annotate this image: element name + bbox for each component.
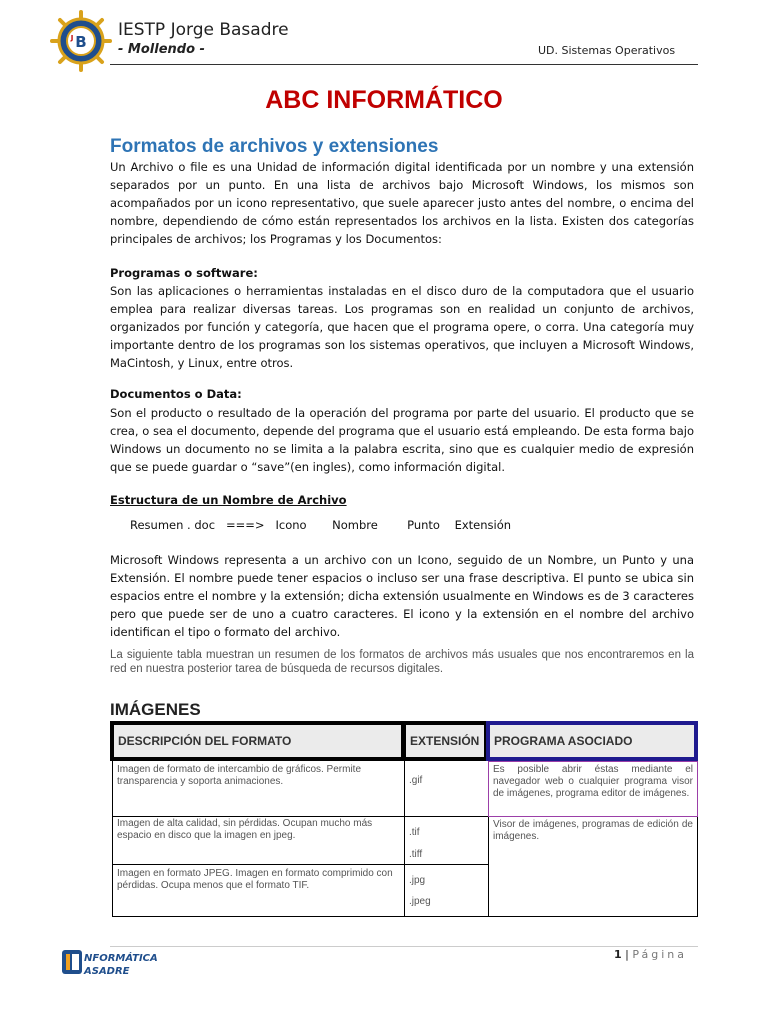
windows-paragraph: Microsoft Windows representa a un archivo con un Icono, seguido de un Nombre, un Punto y una Extensión. El nombre puede tener espacios o incluso ser una frase descriptiva. El punto se ubica sin espacios entre el nombre y la extensión; dicha extensión usualmente en Windows es de 3 caracteres pero que puede ser de uno a cuatro caracteres. El icono y la extensión en el nombre del archivo identifican el tipo o formato del archivo. xyxy=(110,553,694,639)
documents-paragraph: Son el producto o resultado de la operación del programa por parte del usuario. El producto que se crea, o sea el documento, depende del programa que el usuario está empleando. De esta forma bajo Windows un documento no se limita a la palabra escrita, sino que es cualquier medio de expresión que se puede guardar o “save”(en ingles), como información digital. xyxy=(110,406,694,474)
programs-paragraph: Son las aplicaciones o herramientas instaladas en el disco duro de la computadora que el usuario emplea para realizar diversas tareas. Los programas son en realidad un conjunto de archivos, organizados por función y categoría, que hacen que el programa opere, o corra. Una categoría muy importante dentro de los programas son los sistemas operativos, que incluyen a Microsoft Windows, MaCintosh, y Linux, entre otros. xyxy=(110,284,694,370)
row2-program: Visor de imágenes, programas de edición de imágenes. xyxy=(488,817,698,917)
header-description: DESCRIPCIÓN DEL FORMATO xyxy=(110,721,405,761)
structure-example: Resumen . doc ===> Icono Nombre Punto Extensión xyxy=(130,518,512,532)
header-extension: EXTENSIÓN xyxy=(402,721,488,761)
header-divider xyxy=(110,64,698,65)
section-title: Formatos de archivos y extensiones xyxy=(110,136,439,157)
institution-city: - Mollendo - xyxy=(118,42,205,57)
row3-extensions xyxy=(404,865,488,917)
page-separator: | xyxy=(625,948,629,961)
header-program: PROGRAMA ASOCIADO xyxy=(486,721,698,761)
page-label: Página xyxy=(632,948,688,961)
row2-extension-tiff: .tiff xyxy=(409,849,423,860)
svg-text:B: B xyxy=(75,33,87,51)
row2-extensions xyxy=(404,817,488,865)
svg-text:J: J xyxy=(70,34,74,42)
table-intro-note: La siguiente tabla muestran un resumen de los formatos de archivos más usuales que nos encontraremos en la red en nuestra posterior tarea de búsqueda de recursos digitales. xyxy=(110,649,694,675)
row2-description: Imagen de alta calidad, sin pérdidas. Ocupan mucho más espacio en disco que la imagen en jpeg. xyxy=(112,817,404,865)
institution-name: IESTP Jorge Basadre xyxy=(118,20,289,40)
course-unit: UD. Sistemas Operativos xyxy=(538,44,676,57)
footer-logo-text-2: ASADRE xyxy=(84,966,130,977)
row2-extension-tif: .tif xyxy=(409,827,420,838)
informatica-basadre-logo xyxy=(60,946,180,980)
row3-description: Imagen en formato JPEG. Imagen en formato comprimido con pérdidas. Ocupa menos que el formato TIF. xyxy=(112,865,404,917)
row3-extension-jpg: .jpg xyxy=(409,875,426,886)
row3-extension-jpeg: .jpeg xyxy=(409,896,431,907)
programs-heading: Programas o software: xyxy=(110,266,258,280)
footer-divider xyxy=(110,946,698,947)
institution-seal-logo xyxy=(50,10,112,72)
documents-heading: Documentos o Data: xyxy=(110,387,242,401)
row1-description: Imagen de formato de intercambio de gráficos. Permite transparencia y soporta animaciones. xyxy=(112,761,404,817)
page-title: ABC INFORMÁTICO xyxy=(265,86,503,114)
intro-paragraph: Un Archivo o file es una Unidad de información digital identificada por un nombre y una extensión separados por un punto. En una lista de archivos bajo Microsoft Windows, los mismos son acompañados por un icono representativo, que suele aparecer justo antes del nombre, o encima del nombre, dependiendo de cómo están representados los archivos en la lista. Existen dos categorías principales de archivos; los Programas y los Documentos: xyxy=(110,160,694,246)
images-section-title: IMÁGENES xyxy=(110,700,201,719)
page-number: 1 xyxy=(614,948,622,961)
footer-logo-text-1: NFORMÁTICA xyxy=(84,953,158,964)
row1-extension: .gif xyxy=(404,761,488,817)
page-number-block xyxy=(614,948,687,961)
structure-heading: Estructura de un Nombre de Archivo xyxy=(110,493,347,507)
row1-program: Es posible abrir éstas mediante el navegador web o cualquier programa visor de imágenes, programa editor de imágenes. xyxy=(488,761,698,817)
